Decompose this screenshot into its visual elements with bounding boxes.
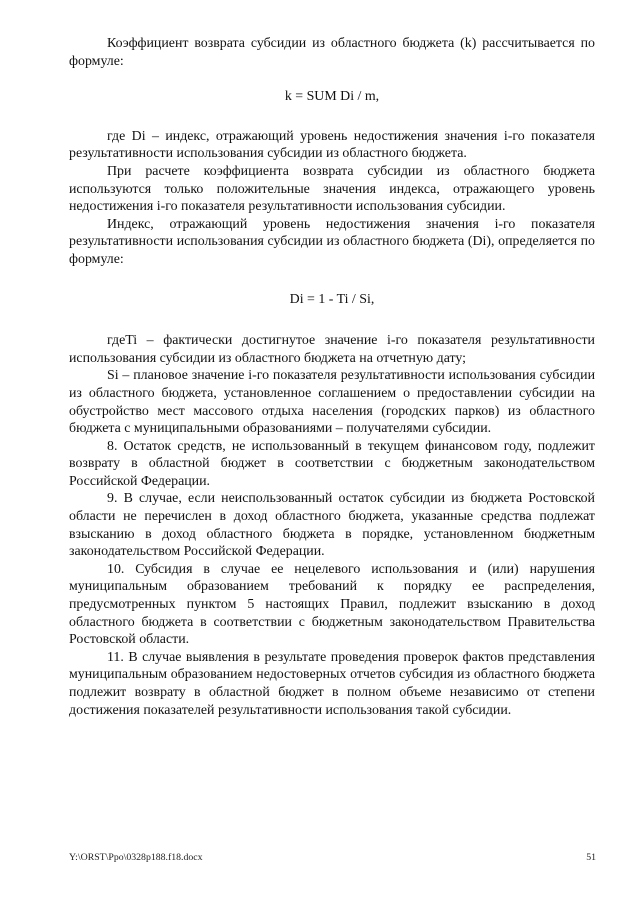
paragraph-item-11: 11. В случае выявления в результате проведения проверок фактов представления муниципальным образованием недостоверных отчетов субсидия из областного бюджета подлежит возврату в областной бюджет в полном объеме независимо от степени достижения показателей результативности использования такой субсидии. [69,649,595,718]
footer-page-number: 51 [586,852,596,863]
formula-k: k = SUM Di / m, [284,89,380,105]
paragraph-index-intro: Индекс, отражающий уровень недостижения значения i-го показателя результативности использования субсидии из областного бюджета (Di), определяется по формуле: [69,216,595,267]
formula-di: Di = 1 - Ti / Si, [289,291,375,307]
paragraph-di-definition: где Di – индекс, отражающий уровень недостижения значения i-го показателя результативности использования субсидии из областного бюджета. [69,128,595,162]
page-footer [69,852,596,863]
document-body [69,35,595,719]
paragraph-si-definition: Si – плановое значение i-го показателя результативности использования субсидии из областного бюджета, установленное соглашением о предоставлении субсидии на обустройство мест массового отдыха населения (городских парков) из областного бюджета с муниципальными образованиями – получателями субсидии. [69,368,595,437]
paragraph-item-10: 10. Субсидия в случае ее нецелевого использования и (или) нарушения муниципальным образованием требований к порядку ее распределения, предусмотренных пунктом 5 настоящих Правил, подлежит взысканию в доход областного бюджета в соответствии с бюджетным законодательством Правительства Ростовской области. [69,561,595,648]
paragraph-ti-definition: гдеTi – фактически достигнутое значение i-го показателя результативности использования субсидии из областного бюджета на отчетную дату; [69,333,595,366]
paragraph-positive-values: При расчете коэффициента возврата субсидии из областного бюджета используются только положительные значения индекса, отражающего уровень недостижения i-го показателя результативности использования субсидии. [69,163,595,215]
footer-file-path: Y:\ORST\Ppo\0328p188.f18.docx [69,852,203,863]
paragraph-coefficient-intro: Коэффициент возврата субсидии из областного бюджета (k) рассчитывается по формуле: [69,36,595,69]
paragraph-item-9: 9. В случае, если неиспользованный остаток субсидии из бюджета Ростовской области не перечислен в доход областного бюджета, указанные средства подлежат взысканию в доход областного бюджета в порядке, установленном бюджетным законодательством Российской Федерации. [69,491,595,560]
paragraph-item-8: 8. Остаток средств, не использованный в текущем финансовом году, подлежит возврату в областной бюджет в соответствии с бюджетным законодательством Российской Федерации. [69,438,595,489]
